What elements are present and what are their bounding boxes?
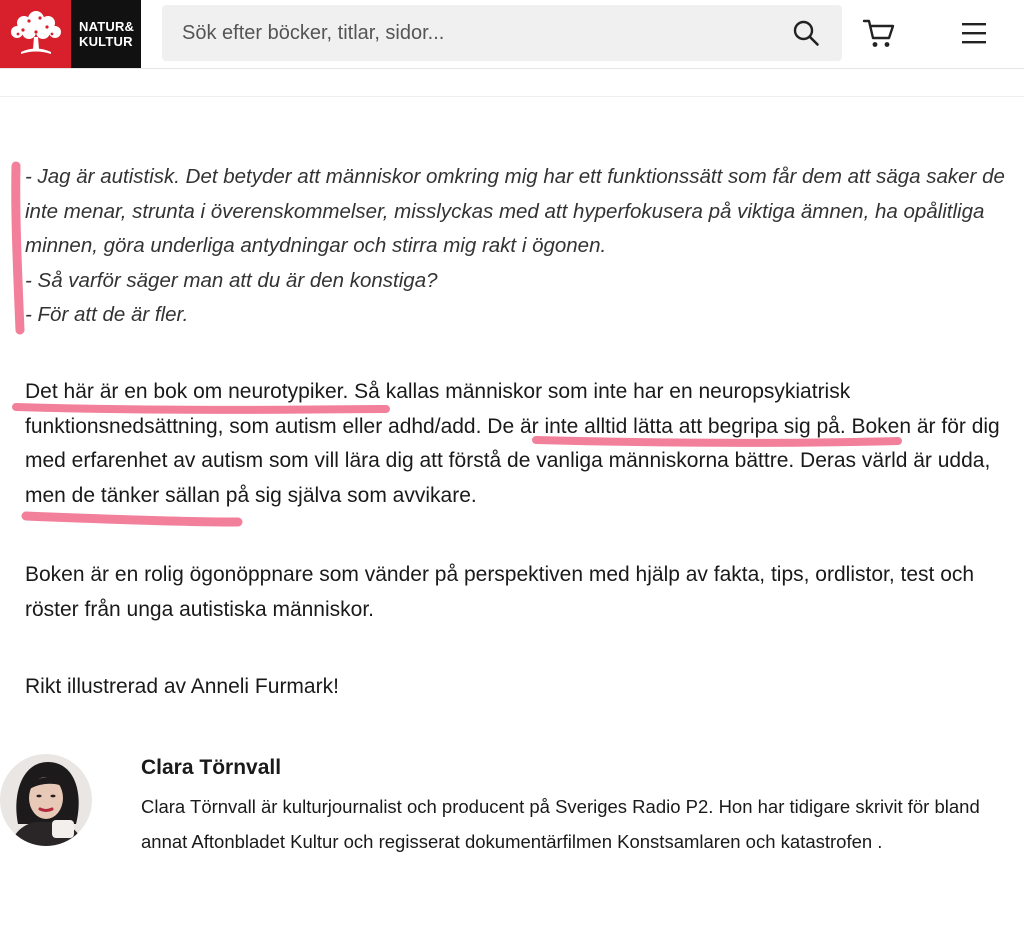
site-header (0, 0, 1024, 69)
divider (0, 96, 1024, 97)
search-input[interactable]: Sök efter böcker, titlar, sidor... (182, 21, 445, 44)
logo-wordmark (71, 0, 141, 68)
quote-line: - För att de är fler. (25, 303, 189, 326)
author-avatar (0, 754, 92, 846)
author-bio: Clara Törnvall är kulturjournalist och producent på Sveriges Radio P2. Hon har tidigare skrivit för bland annat Aftonbladet Kultur och regisserat dokumentärfilmen Konstsamlaren och katastrofen . (141, 796, 980, 852)
quote-line: - Jag är autistisk. Det betyder att människor omkring mig har ett funktionssätt som får dem att säga saker de inte menar, strunta i överenskommelser, misslyckas med att hyperfokusera på viktiga ämnen, ha opålitliga minnen, göra underliga antydningar och stirra mig rakt i ögonen. (25, 165, 1005, 257)
book-description (25, 160, 1005, 698)
book-quote (25, 160, 1005, 333)
logo-line-2: KULTUR (79, 34, 133, 49)
cart-icon[interactable] (862, 16, 896, 50)
logo-line-1: NATUR& (79, 19, 135, 34)
description-paragraph-2: Boken är en rolig ögonöppnare som vänder på perspektiven med hjälp av fakta, tips, ordlistor, test och röster från unga autistiska människor. (25, 563, 975, 621)
author-name: Clara Törnvall (141, 756, 282, 779)
underline-varld-udda (26, 516, 238, 522)
hamburger-menu-icon[interactable] (960, 20, 988, 46)
natur-kultur-logo[interactable] (0, 0, 141, 68)
description-paragraph-1: Det här är en bok om neurotypiker. Så kallas människor som inte har en neuropsykiatrisk funktionsnedsättning, som autism eller adhd/add. De är inte alltid lätta att begripa sig på. Boken är för dig med erfarenhet av autism som vill lära dig att förstå de vanliga människorna bättre. Deras värld är udda, men de tänker sällan på sig själva som avvikare. (25, 380, 1000, 507)
quote-margin-mark (16, 166, 20, 330)
tree-logo-icon (0, 0, 71, 68)
search-bar[interactable] (162, 5, 842, 61)
quote-line: - Så varför säger man att du är den konstiga? (25, 268, 438, 292)
search-icon[interactable] (792, 19, 820, 47)
description-paragraph-3: Rikt illustrerad av Anneli Furmark! (25, 675, 339, 698)
